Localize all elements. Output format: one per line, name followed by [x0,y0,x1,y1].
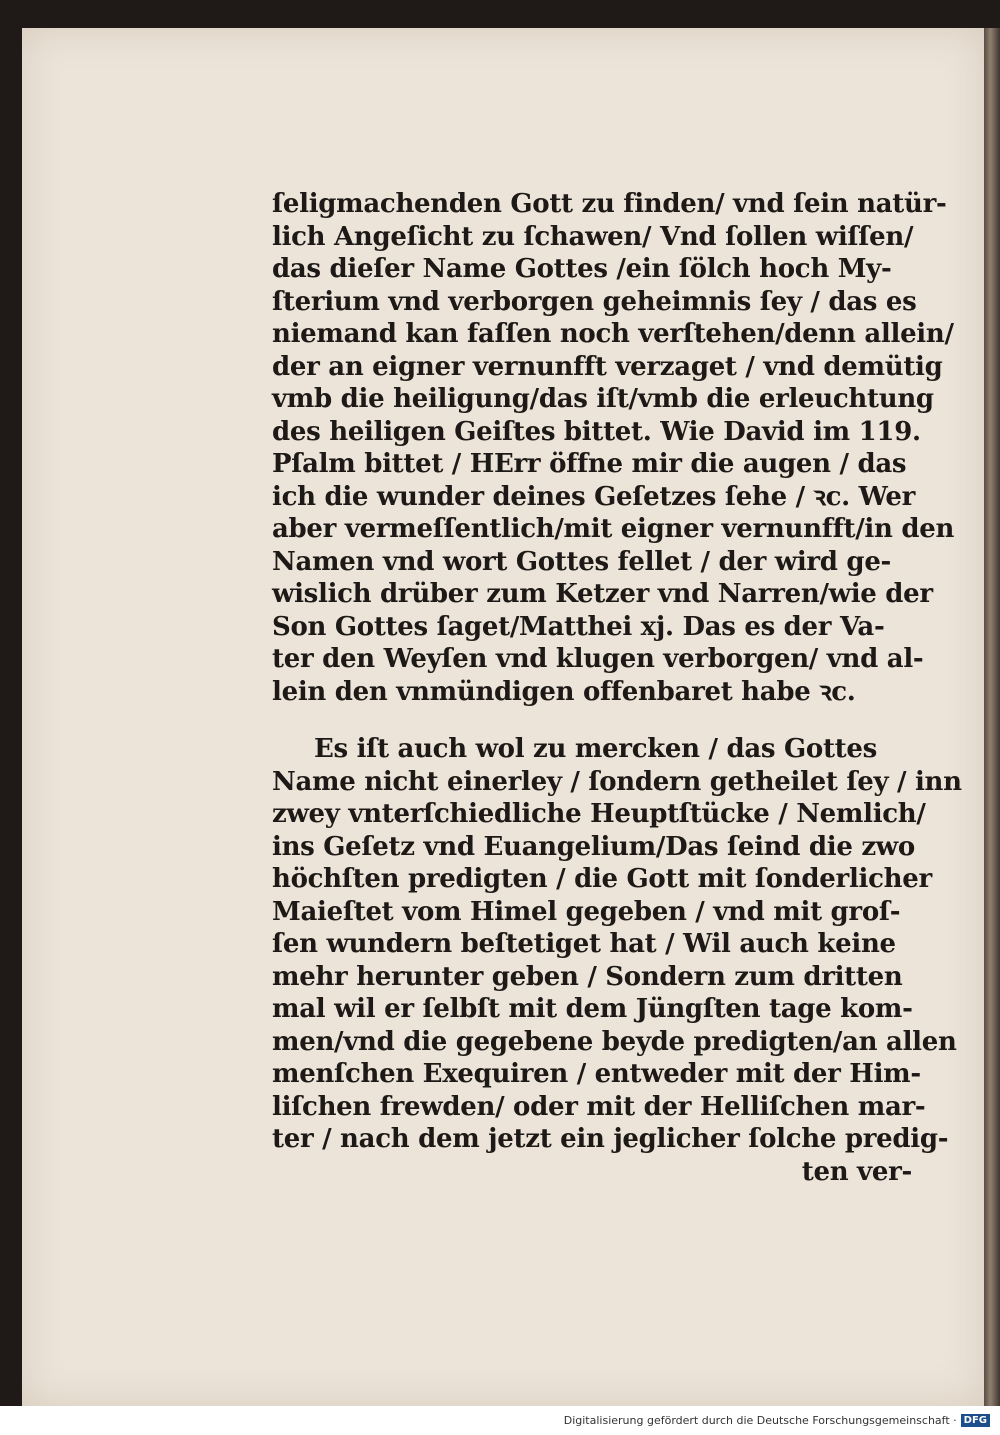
text-line: ins Geſetz vnd Euangelium/Das ſeind die zwo [272,831,915,862]
paragraph-1 [272,188,955,708]
text-line: Pſalm bittet / HErr öffne mir die augen / das [272,449,907,479]
text-line: ter / nach dem jetzt ein jeglicher ſolche predig‑ [272,1124,949,1154]
text-line: mal wil er ſelbſt mit dem Jüngſten tage kom‑ [272,994,913,1024]
catchword: ten ver‑ [801,1156,912,1187]
dfg-logo-icon: DFG [961,1414,990,1427]
text-line: Es iſt auch wol zu mercken / das Gottes [314,734,877,764]
text-line: der an eigner vernunfft verzaget / vnd demütig [272,351,943,382]
text-line: höchſten predigten / die Gott mit ſonderlicher [272,864,932,894]
text-line: menſchen Exequiren / entweder mit der Him‑ [272,1059,921,1089]
text-line: Name nicht einerley / ſondern getheilet ſey / inn [272,766,962,797]
digitization-footer [0,1406,1000,1435]
text-line: Namen vnd wort Gottes fellet / der wird ge‑ [272,546,892,577]
text-line: das dieſer Name Gottes /ein ſölch hoch My‑ [272,254,892,284]
text-line: ſeligmachenden Gott zu finden/ vnd ſein natür‑ [272,189,947,219]
text-line: liſchen frewden/ oder mit der Helliſchen mar‑ [272,1091,926,1122]
text-line: ter den Weyſen vnd klugen verborgen/ vnd al‑ [272,644,924,674]
text-line: men/vnd die gegebene beyde predigten/an allen [272,1026,957,1057]
text-line: ſen wundern beſtetiget hat / Wil auch keine [272,929,896,959]
text-line: vmb die heiligung/das iſt/vmb die erleuchtung [272,384,934,414]
text-line: lein den vnmündigen offenbaret habe ꝛc. [272,676,856,707]
text-line: aber vermeſſentlich/mit eigner vernunfft/in den [272,514,955,544]
book-spine-edge [984,28,1000,1406]
text-line: zwey vnterſchiedliche Heuptſtücke / Nemlich/ [272,799,926,829]
text-line: lich Angeſicht zu ſchawen/ Vnd ſollen wiſſen/ [272,221,914,252]
text-line: ſterium vnd verborgen geheimnis ſey / das es [272,286,917,317]
funding-credit: Digitalisierung gefördert durch die Deutsche Forschungsgemeinschaft · [563,1414,957,1427]
text-line: des heiligen Geiſtes bittet. Wie David im 119. [272,416,921,447]
text-line: niemand kan faſſen noch verſtehen/denn allein/ [272,319,954,349]
paragraph-2 [272,733,962,1188]
text-line: ich die wunder deines Geſetzes ſehe / ꝛc. Wer [272,481,916,512]
text-line: mehr herunter geben / Sondern zum dritten [272,961,903,992]
text-line: Maieſtet vom Himel gegeben / vnd mit groſ‑ [272,896,901,927]
book-page [22,28,984,1406]
text-line: wislich drüber zum Ketzer vnd Narren/wie der [272,579,933,609]
text-line: Son Gottes ſaget/Matthei xj. Das es der Va‑ [272,611,885,642]
